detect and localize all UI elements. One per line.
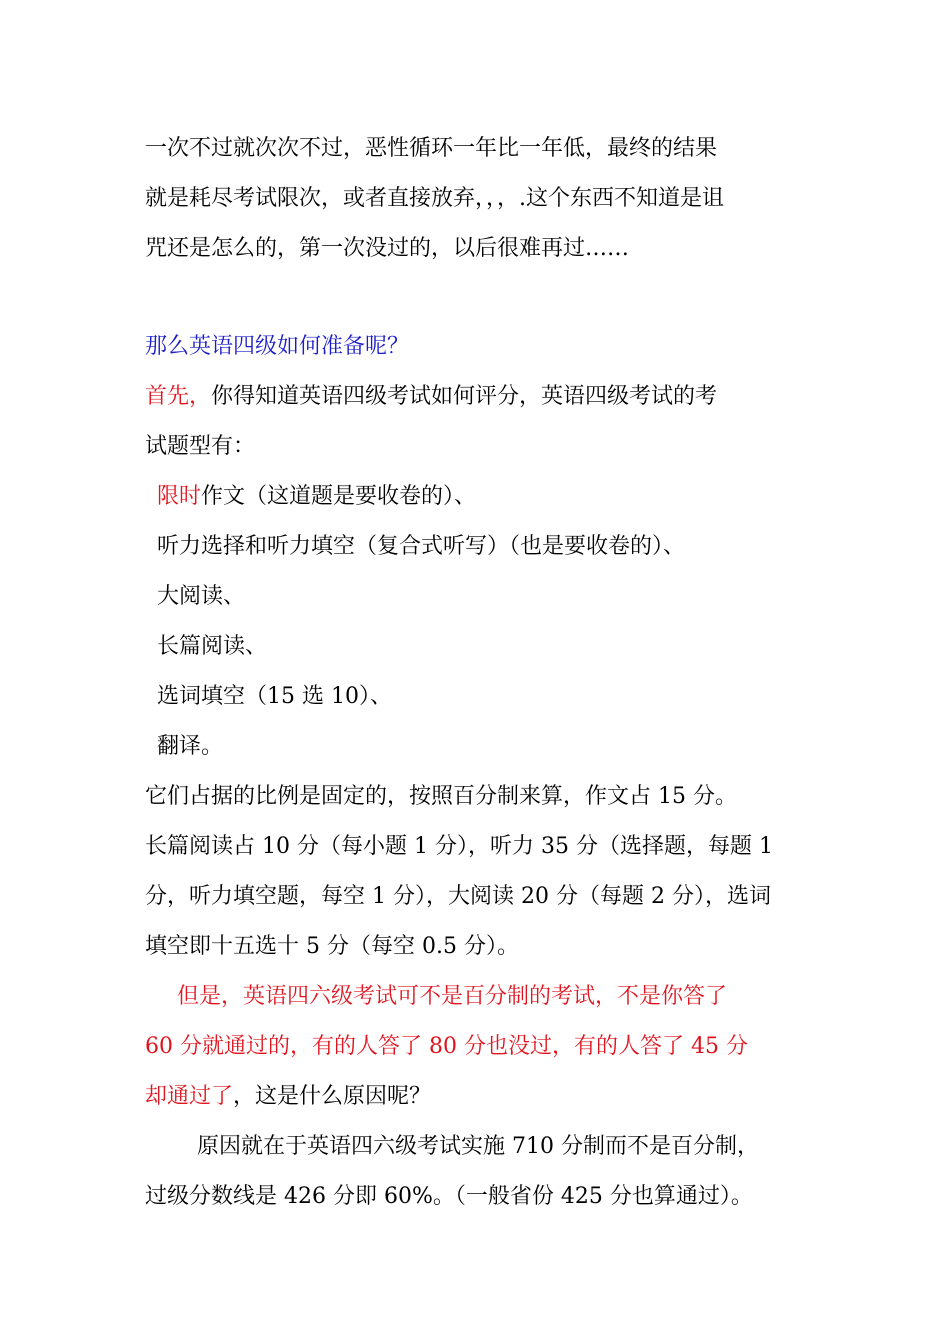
but-rest: ，这是什么原因呢？ — [233, 1084, 432, 1109]
type-item-reading: 大阅读、 — [157, 584, 246, 609]
scoring-line: 它们占据的比例是固定的，按照百分制来算，作文占 15 分。 — [145, 784, 737, 809]
but-line: 但是，英语四六级考试可不是百分制的考试，不是你答了 — [177, 984, 728, 1009]
type-item-cloze: 选词填空（15 选 10）、 — [157, 684, 392, 709]
paragraph-line: 就是耗尽考试限次，或者直接放弃，，，.这个东西不知道是诅 — [145, 186, 724, 211]
type-item-translation: 翻译。 — [157, 734, 224, 759]
document-body — [145, 124, 815, 1222]
paragraph-line: 咒还是怎么的，第一次没过的，以后很难再过…… — [145, 236, 630, 261]
but-highlight: 却通过了 — [145, 1084, 234, 1109]
intro-lead: 首先， — [145, 384, 212, 409]
paragraph-gap — [145, 274, 815, 322]
reason-line: 原因就在于英语四六级考试实施 710 分制而不是百分制， — [197, 1134, 759, 1159]
intro-rest: 你得知道英语四级考试如何评分，英语四级考试的考 — [211, 384, 718, 409]
but-line: 60 分就通过的，有的人答了 80 分也没过，有的人答了 45 分 — [145, 1034, 748, 1059]
type-item-listening: 听力选择和听力填空（复合式听写）（也是要收卷的）、 — [157, 534, 686, 559]
type-item-long-reading: 长篇阅读、 — [157, 634, 268, 659]
scoring-line: 分，听力填空题，每空 1 分），大阅读 20 分（每题 2 分），选词 — [145, 884, 771, 909]
paragraph-line: 一次不过就次次不过，恶性循环一年比一年低，最终的结果 — [145, 136, 718, 161]
type-item-essay — [145, 472, 815, 522]
intro-line — [145, 372, 815, 422]
but-line-3 — [145, 1072, 815, 1122]
scoring-line: 长篇阅读占 10 分（每小题 1 分），听力 35 分（选择题，每题 1 — [145, 834, 773, 859]
scoring-line: 填空即十五选十 5 分（每空 0.5 分）。 — [145, 934, 519, 959]
section-question: 那么英语四级如何准备呢？ — [145, 334, 410, 359]
type-item-essay-highlight: 限时 — [157, 484, 202, 509]
intro-line-2: 试题型有： — [145, 434, 256, 459]
type-item-essay-text: 作文（这道题是要收卷的）、 — [201, 484, 477, 509]
reason-line: 过级分数线是 426 分即 60%。（一般省份 425 分也算通过）。 — [145, 1184, 753, 1209]
